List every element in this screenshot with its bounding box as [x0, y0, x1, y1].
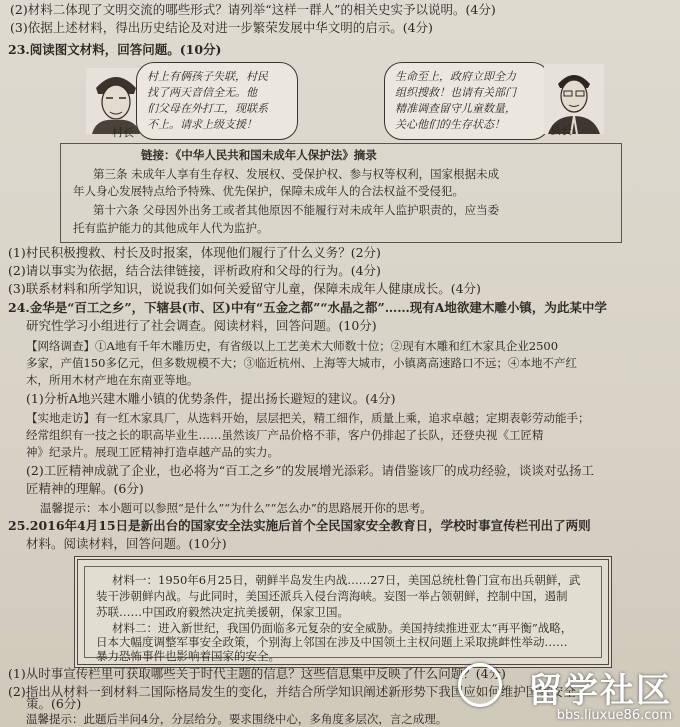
speech-line: 不上。请求上级支援！	[147, 118, 257, 131]
q24-intro-1: 24.金华是“百工之乡”，下辖县(市、区)中有“五金之都”“水晶之都”……现有A地欲建木雕小镇，为此某中学	[8, 300, 607, 315]
q24-survey-2: 多家，产值150多亿元，但多数规模不大；③临近杭州、上海等大城市，小镇离高速路口不远；④本地不产红	[26, 356, 577, 370]
material-2-line2: 日本大幅度调整军事安全政策，个别海上邻国在涉及中国领土主权问题上采取挑衅性举动……	[96, 635, 568, 649]
q23-heading: 23.阅读图文材料，回答问题。(10分)	[8, 42, 222, 57]
q25-intro-2: 材料。阅读材料，回答问题。(10分)	[26, 536, 227, 551]
q22-line3: (3)依据上述材料，得出历史结论及对进一步繁荣发展中华文明的启示。(4分)	[10, 20, 433, 35]
q24-visit-1: 【实地走访】有一红木家具厂，从选料开始，层层把关，精工细作，质量上乘，追求卓越；定期表彰劳动能手；	[26, 411, 590, 425]
q23-question-1: (1)村民积极搜救、村长及时报案，体现他们履行了什么义务？(2分)	[8, 245, 381, 260]
q25-question-1: (1)从时事宣传栏里可获取哪些关于时代主题的信息？这些信息集中反映了什么问题？(4分)	[8, 666, 506, 681]
watermark-url: bbs.liuxue86.com	[556, 708, 672, 723]
law-article-16-line2: 托有监护能力的其他成年人代为监护。	[73, 221, 269, 235]
village-chief-caption: 村长	[112, 126, 134, 139]
material-2-line1: 材料二：进入新世纪，我国仍面临多元复杂的安全威胁。美国持续推进亚太“再平衡”战略，	[112, 621, 573, 635]
q25-question-2a: (2)指出从材料一到材料二国际格局发生的变化，并结合所学知识阐述新形势下我国应如何维护国家安全	[8, 684, 576, 699]
q24-survey-3: 木，所用木材产地在东南亚等地。	[26, 373, 199, 387]
speech-line: 组织搜救！也请有关部门	[395, 86, 516, 99]
q24-hint: 温馨提示：本小题可以参照“是什么”“为什么”“怎么办”的思路展开你的思考。	[40, 501, 432, 515]
law-article-3-line1: 第三条 未成年人享有生存权、发展权、受保护权、参与权等权利，国家根据未成	[93, 167, 500, 181]
speech-line: 精准调查留守儿童数量，	[395, 102, 516, 115]
county-head-speech	[384, 62, 550, 140]
law-article-3-line2: 年人身心发展特点给予特殊、优先保护，保障未成年人的合法权益不受侵犯。	[73, 184, 464, 198]
law-link-box	[60, 143, 622, 243]
q24-question-2b: 匠精神的理解。(6分)	[26, 481, 144, 496]
bulletin-board-frame	[74, 556, 612, 668]
speech-line: 生命至上，政府立即全力	[395, 70, 516, 83]
q22-line2: (2)材料二体现了文明交流的哪些形式？请列举“这样一群人”的相关史实予以说明。(4分)	[10, 2, 496, 17]
q25-intro-1: 25.2016年4月15日是新出台的国家安全法实施后首个全民国家安全教育日，学校时事宣传栏刊出了两则	[8, 518, 591, 533]
material-1-line3: 苏联……中国政府毅然决定抗美援朝，保家卫国。	[96, 605, 349, 619]
q23-illustration	[76, 60, 606, 148]
q23-question-2: (2)请以事实为依据，结合法律链接，评析政府和父母的行为。(4分)	[8, 263, 381, 278]
speech-line: 们父母在外打工，现联系	[147, 102, 268, 115]
q24-visit-3: 神》纪录片。展现工匠精神打造卓越产品的实力。	[26, 445, 279, 459]
liuxue86-logo-icon	[458, 663, 502, 707]
q24-intro-2: 研究性学习小组进行了社会调查。阅读材料，回答问题。(10分)	[26, 318, 377, 333]
q25-question-2b: 策。(6分)	[26, 696, 82, 711]
q23-question-3: (3)联系材料和所学知识，说说我们如何关爱留守儿童，保障未成年人健康成长。(4分)	[8, 281, 481, 296]
speech-line: 关心他们的生存状态！	[395, 118, 505, 131]
watermark-brand: 留学社区	[528, 671, 672, 711]
law-link-title: 链接：《中华人民共和国未成年人保护法》摘录	[141, 148, 377, 162]
speech-line: 找了两天音信全无。他	[147, 86, 257, 99]
q25-hint: 温馨提示：此题后半问4分，分层给分。要求围绕中心，多角度多层次，言之成理。	[26, 712, 448, 726]
speech-line: 村上有俩孩子失联，村民	[147, 70, 268, 83]
village-chief-speech	[136, 62, 298, 140]
material-1-line2: 装干涉朝鲜内战。与此同时，美国还派兵入侵台湾海峡。妄图一举占领朝鲜，控制中国，遏制	[96, 589, 568, 603]
law-article-16-line1: 第十六条 父母因外出务工或者其他原因不能履行对未成年人监护职责的，应当委	[93, 203, 500, 217]
q24-visit-2: 经常组织有一技之长的职高毕业生……虽然该厂产品价格不菲，客户仍排起了长队，还登央视《工匠精	[26, 428, 544, 442]
material-2-line3: 暴力恐怖事件也影响着国家的安全。	[96, 649, 280, 663]
q24-survey-1: 【网络调查】①A地有千年木雕历史，有省级以上工艺美术大师数十位；②现有木雕和红木家具企业2500	[26, 339, 559, 353]
site-watermark	[528, 663, 672, 723]
material-1-line1: 材料一：1950年6月25日，朝鲜半岛发生内战……27日，美国总统杜鲁门宣布出兵朝鲜，武	[112, 573, 581, 587]
q24-question-1: (1)分析A地兴建木雕小镇的优势条件，提出扬长避短的建议。(4分)	[26, 391, 396, 406]
county-head-caption: 县长	[550, 124, 572, 137]
q24-question-2a: (2)工匠精神成就了企业，也必将为“百工之乡”的发展增光添彩。请借鉴该厂的成功经验，谈谈对弘扬工	[26, 463, 594, 478]
